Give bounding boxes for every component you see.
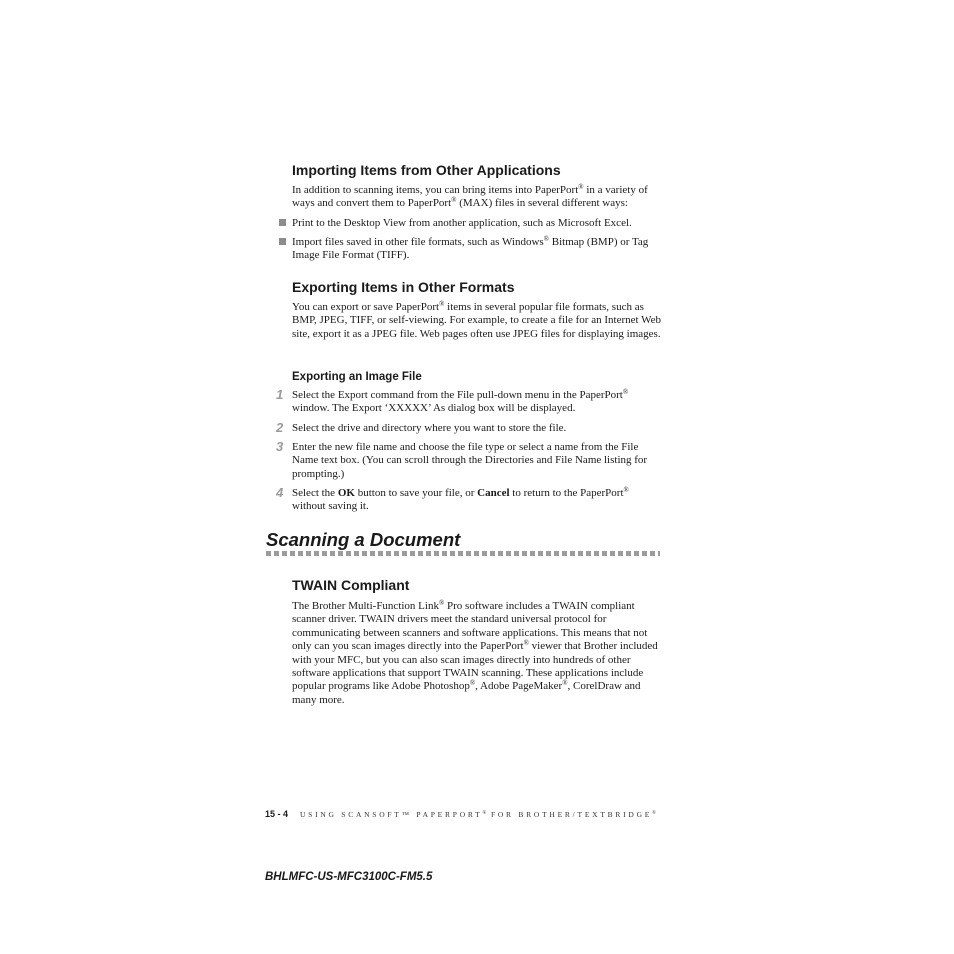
step-number: 3	[276, 439, 284, 454]
dotted-divider	[266, 551, 660, 556]
chapter-title-scanning-document: Scanning a Document	[266, 529, 461, 550]
step-text: Select the OK button to save your file, or Cancel to return to the PaperPort® without saving it.	[292, 486, 629, 513]
heading-importing-items: Importing Items from Other Applications	[292, 162, 561, 178]
step-number: 1	[276, 387, 284, 402]
step-number: 2	[276, 420, 284, 435]
heading-twain-compliant: TWAIN Compliant	[292, 577, 410, 593]
subheading-exporting-image-file: Exporting an Image File	[292, 371, 422, 383]
twain-paragraph: The Brother Multi-Function Link® Pro software includes a TWAIN compliant scanner driver. TWAIN drivers meet the standard universal protocol for communicating between scanners and software applications. This means that not only can you scan images directly into the PaperPort® viewer that Brother included with your MFC, but you can also scan images directly into hundreds of other software applications that support TWAIN scanning. These applications include popular programs like Adobe Photoshop®, Adobe PageMaker®, CorelDraw and many more.	[292, 599, 658, 706]
running-footer-title: USING SCANSOFT™ PAPERPORT® FOR BROTHER/TEXTBRIDGE®	[300, 810, 656, 819]
importing-intro-paragraph: In addition to scanning items, you can bring items into PaperPort® in a variety of ways and convert them to PaperPort® (MAX) files in several different ways:	[292, 183, 648, 210]
heading-exporting-items: Exporting Items in Other Formats	[292, 279, 515, 295]
bullet-square-icon	[279, 219, 286, 226]
bullet-item: Print to the Desktop View from another application, such as Microsoft Excel.	[292, 217, 632, 229]
exporting-intro-paragraph: You can export or save PaperPort® items in several popular file formats, such as BMP, JPEG, TIFF, or self-viewing. For example, to create a file for an Internet Web site, export it as a JPEG file. Web pages often use JPEG files for displaying images.	[292, 300, 661, 340]
step-text: Select the drive and directory where you want to store the file.	[292, 422, 567, 434]
step-text: Enter the new file name and choose the file type or select a name from the File Name text box. (You can scroll through the Directories and File Name listing for prompting.)	[292, 441, 648, 480]
document-code: BHLMFC-US-MFC3100C-FM5.5	[265, 871, 433, 883]
step-number: 4	[276, 485, 284, 500]
bullet-item: Import files saved in other file formats, such as Windows® Bitmap (BMP) or Tag Image File Format (TIFF).	[292, 235, 649, 262]
step-text: Select the Export command from the File pull-down menu in the PaperPort® window. The Export ‘XXXXX’ As dialog box will be displayed.	[292, 388, 629, 415]
bullet-square-icon	[279, 238, 286, 245]
page-number: 15 - 4	[265, 809, 289, 819]
